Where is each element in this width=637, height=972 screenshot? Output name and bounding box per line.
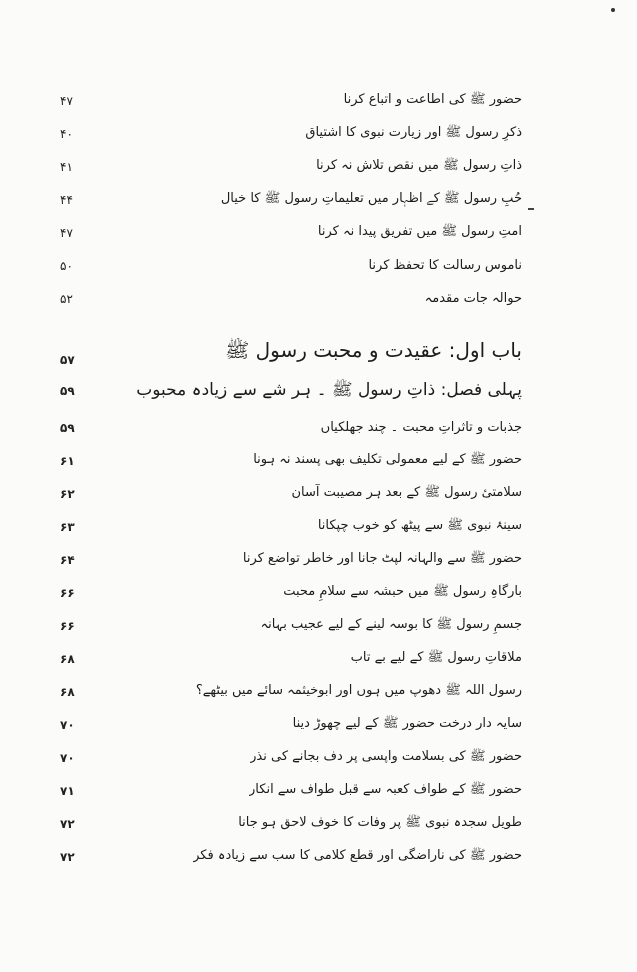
toc-entry [60,249,522,282]
toc-entry [60,117,522,150]
toc-entry [60,543,522,576]
page-number: ۶۸ [60,684,75,699]
page-number: ۵۹ [60,420,75,435]
page-number: ۴۴ [60,192,73,207]
speck-mark [611,8,615,12]
entry-title: حضور ﷺ کے لیے معمولی تکلیف بھی پسند نہ ہونا [253,452,522,467]
entry-title: امتِ رسول ﷺ میں تفریق پیدا نہ کرنا [317,224,522,239]
page-number: ۵۹ [60,384,75,398]
entry-title: بارگاہِ رسول ﷺ میں حبشہ سے سلامِ محبت [283,584,522,599]
toc-entry [60,675,522,708]
toc-entry [60,642,522,675]
table-of-contents [60,84,522,873]
section-title: پہلی فصل: ذاتِ رسول ﷺ ۔ ہر شے سے زیادہ محبوب [136,379,522,400]
entry-title: حضور ﷺ کی بسلامت واپسی پر دف بجانے کی نذر [250,749,522,764]
toc-entry [60,216,522,249]
toc-entry [60,774,522,807]
entry-title: ناموسِ رسالت کا تحفظ کرنا [368,258,522,273]
dash-mark [528,208,534,210]
entry-title: رسول اللہ ﷺ دھوپ میں ہوں اور ابوخیثمہ سائے میں بیٹھے؟ [195,683,522,698]
toc-entry [60,150,522,183]
page-number: ۴۷ [60,225,73,240]
entry-title: سینۂ نبوی ﷺ سے پیٹھ کو خوب چپکانا [317,518,522,533]
page-number: ۶۱ [60,453,75,468]
page-number: ۴۷ [60,93,73,108]
entry-title: حضور ﷺ سے والہانہ لپٹ جانا اور خاطر تواضع کرنا [242,551,522,566]
toc-entry [60,741,522,774]
toc-entry [60,807,522,840]
page-number: ۵۲ [60,291,73,306]
page-number: ۶۲ [60,486,75,501]
entry-title: حضور ﷺ کے طواف کعبہ سے قبل طواف سے انکار [249,782,522,797]
page-number: ۵۰ [60,258,73,273]
page-number: ۵۷ [60,353,75,367]
page-number: ۶۶ [60,618,75,633]
toc-entry [60,510,522,543]
page-number: ۷۰ [60,717,75,732]
entry-title: جسمِ رسول ﷺ کا بوسہ لینے کے لیے عجیب بہانہ [260,617,522,632]
page-number: ۴۱ [60,159,73,174]
page-number: ۶۸ [60,651,75,666]
toc-entry [60,183,522,216]
chapter-heading [60,315,522,371]
toc-entry [60,411,522,444]
page-number: ۷۱ [60,783,75,798]
toc-entry [60,282,522,315]
entry-title: سلامتیٔ رسول ﷺ کے بعد ہر مصیبت آسان [291,485,522,500]
entry-title: حضور ﷺ کی اطاعت و اتباع کرنا [343,92,522,107]
toc-entry [60,708,522,741]
entry-title: ملاقاتِ رسول ﷺ کے لیے بے تاب [350,650,522,665]
entry-title: جذبات و تاثراتِ محبت ۔ چند جھلکیاں [320,420,522,435]
page-number: ۶۳ [60,519,75,534]
toc-entry [60,84,522,117]
page-number: ۷۲ [60,816,75,831]
chapter-title: باب اول: عقیدت و محبت رسول ﷺ [225,338,522,362]
entry-title: ذکرِ رسول ﷺ اور زیارت نبوی کا اشتیاق [305,125,522,140]
entry-title: حضور ﷺ کی ناراضگی اور قطع کلامی کا سب سے زیادہ فکر [193,848,522,863]
toc-entry [60,609,522,642]
section-heading [60,371,522,411]
page-number: ۴۰ [60,126,73,141]
entry-title: ذاتِ رسول ﷺ میں نقص تلاش نہ کرنا [316,158,522,173]
entry-title: حُبِ رسول ﷺ کے اظہار میں تعلیماتِ رسول ﷺ کا خیال [220,191,522,206]
page-number: ۶۶ [60,585,75,600]
entry-title: حوالہ جات مقدمہ [424,291,522,306]
toc-entry [60,840,522,873]
page-number: ۷۰ [60,750,75,765]
page-number: ۶۴ [60,552,75,567]
entry-title: سایہ دار درخت حضور ﷺ کے لیے چھوڑ دینا [292,716,522,731]
entry-title: طویل سجدہ نبوی ﷺ پر وفات کا خوف لاحق ہو جانا [238,815,522,830]
toc-entry [60,444,522,477]
page-number: ۷۲ [60,849,75,864]
toc-entry [60,477,522,510]
toc-entry [60,576,522,609]
